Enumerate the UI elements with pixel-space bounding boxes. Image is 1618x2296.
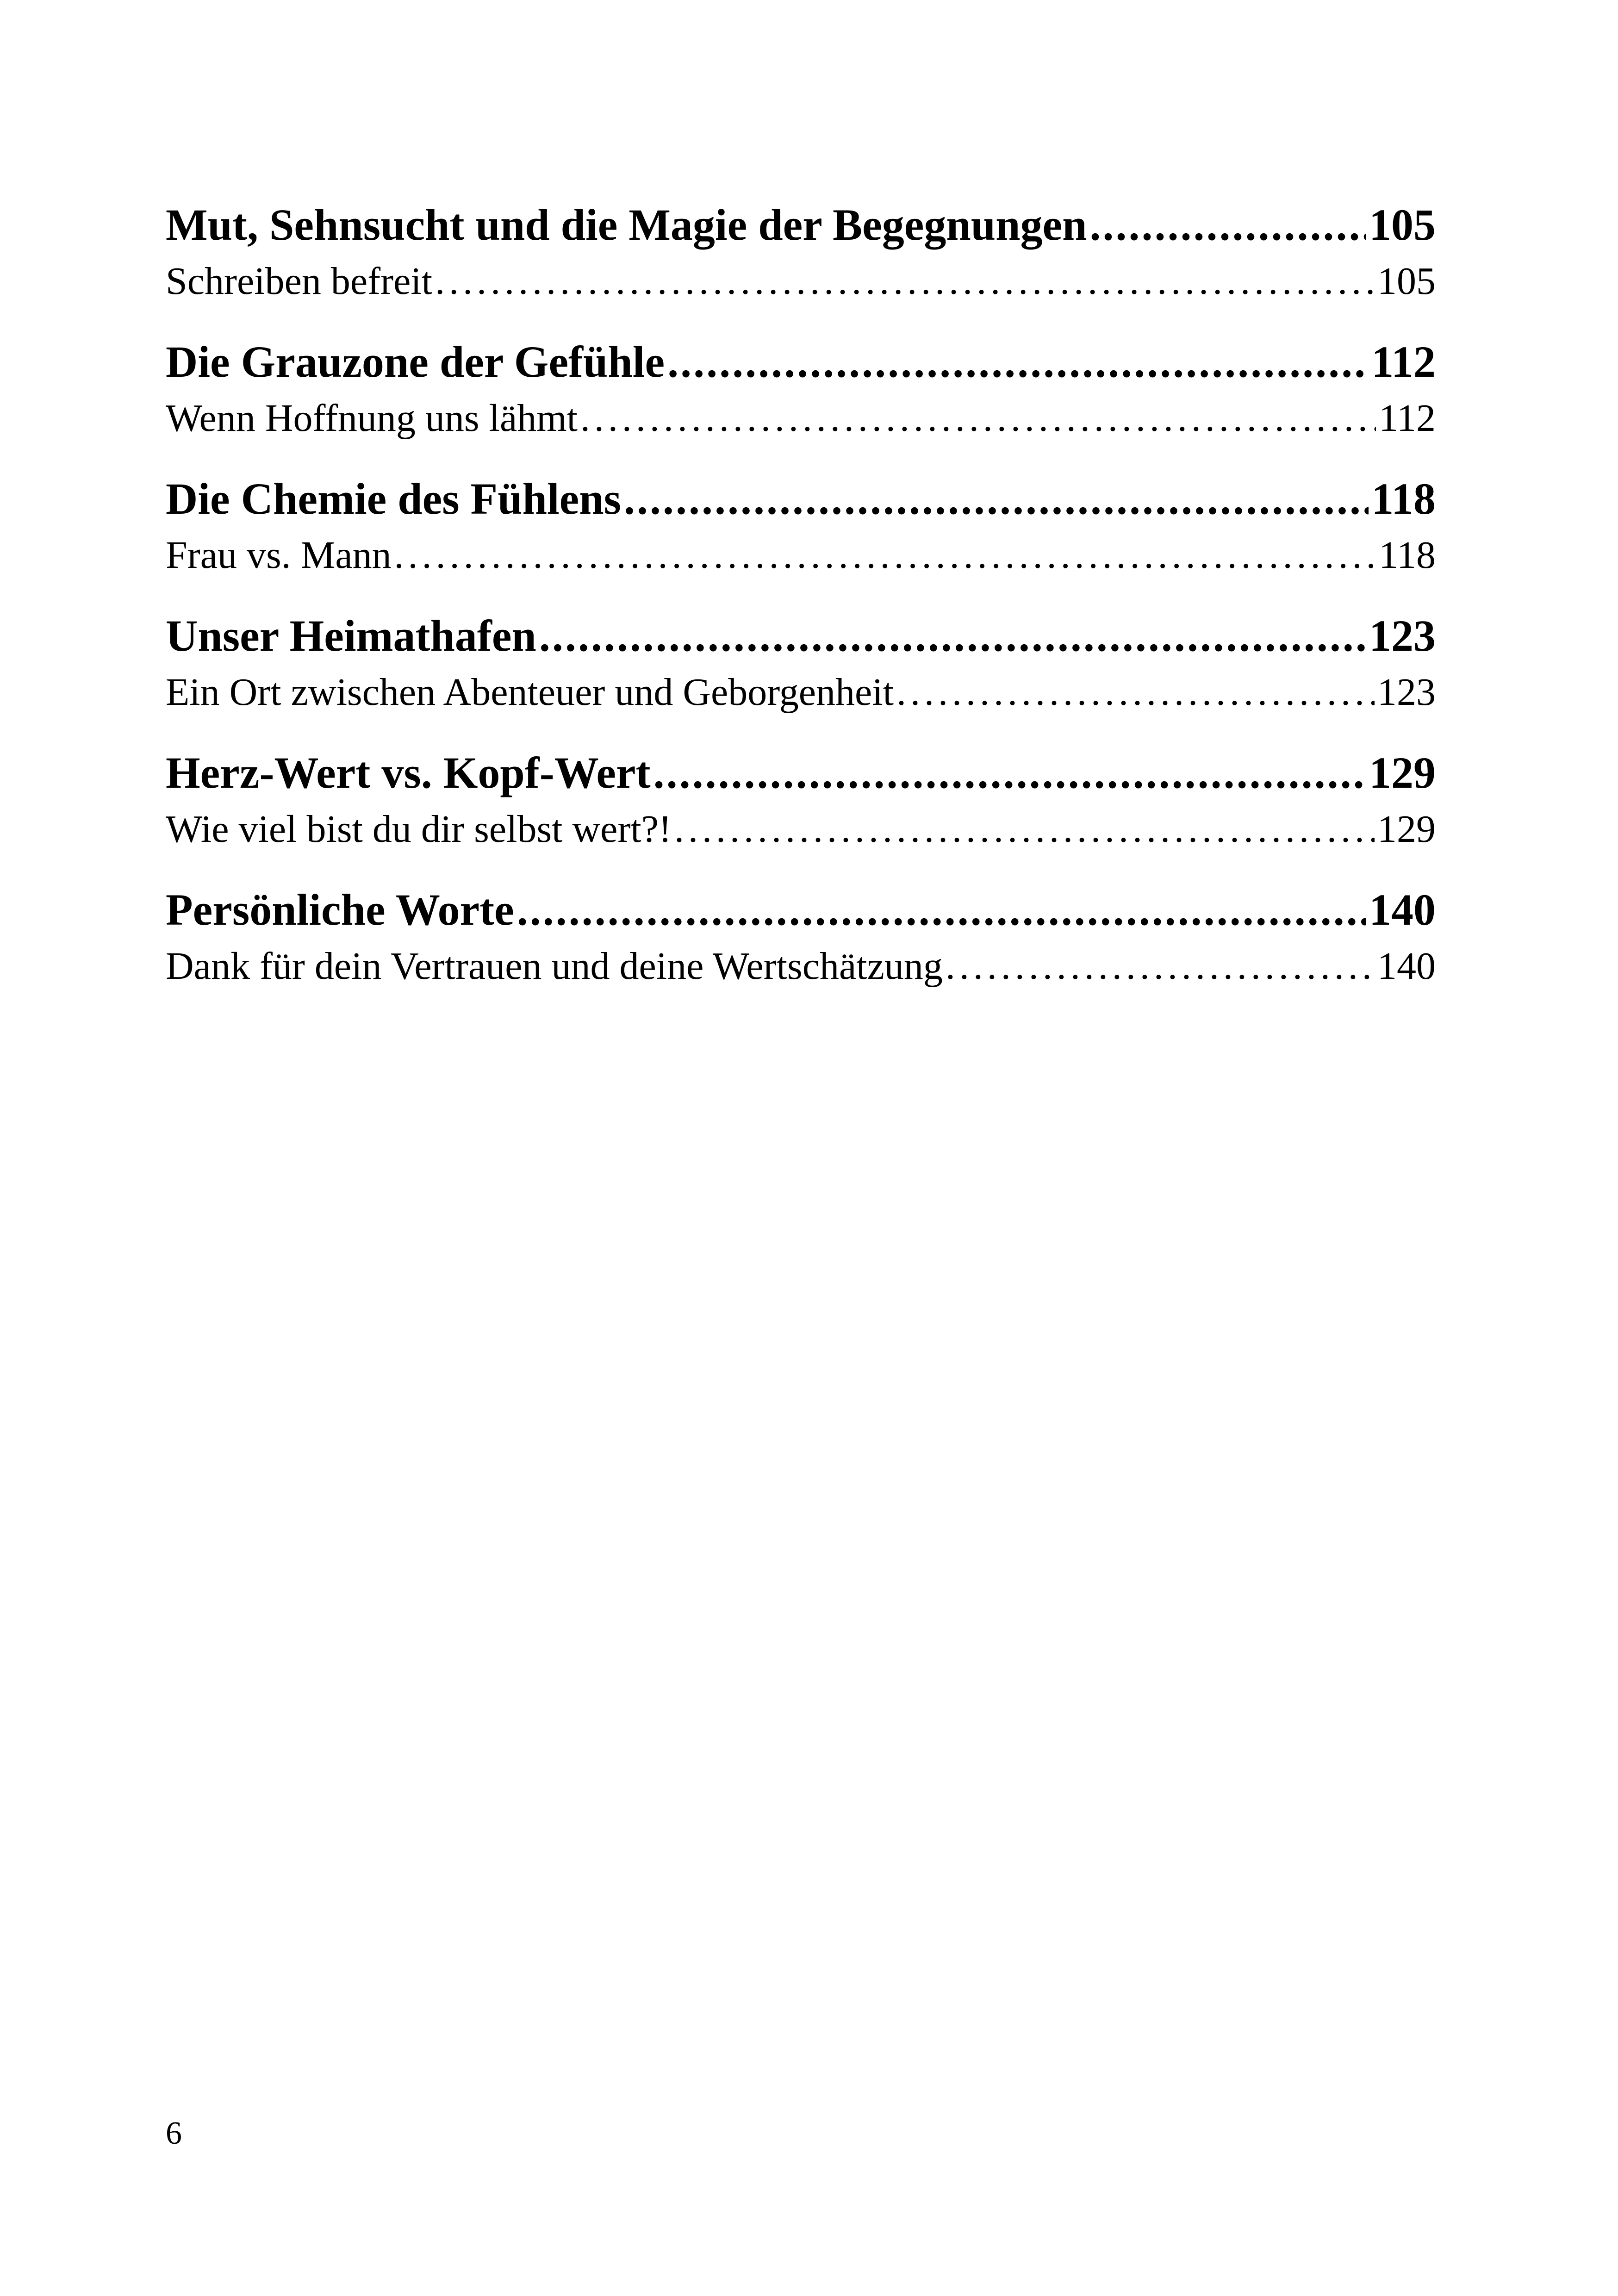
toc-chapter-title: Persönliche Worte: [166, 885, 514, 934]
toc-section-page: 123: [1377, 671, 1436, 714]
toc-section-title: Wie viel bist du dir selbst wert?!: [166, 808, 672, 851]
toc-chapter-title: Herz-Wert vs. Kopf-Wert: [166, 748, 651, 797]
toc-section-entry[interactable]: [166, 392, 1436, 444]
toc-dot-leader: [1090, 194, 1367, 255]
toc-chapter-page: 112: [1371, 337, 1436, 386]
toc-dot-leader: [435, 255, 1375, 307]
toc-dot-leader: [539, 605, 1366, 666]
toc-dot-leader: [653, 742, 1366, 803]
toc-chapter-entry[interactable]: [166, 742, 1436, 803]
toc-dot-leader: [624, 468, 1369, 529]
toc-chapter-entry[interactable]: [166, 879, 1436, 940]
toc-chapter: [166, 331, 1436, 444]
toc-chapter: [166, 605, 1436, 718]
toc-section-title: Ein Ort zwischen Abenteuer und Geborgenheit: [166, 671, 894, 714]
toc-section-page: 129: [1377, 808, 1436, 851]
toc-chapter-page: 123: [1369, 611, 1436, 660]
toc-chapter-title: Die Chemie des Fühlens: [166, 474, 621, 523]
toc-chapter-page: 140: [1369, 885, 1436, 934]
toc-chapter: [166, 879, 1436, 992]
toc-dot-leader: [896, 666, 1375, 718]
toc-chapter-title: Die Grauzone der Gefühle: [166, 337, 665, 386]
toc-dot-leader: [946, 940, 1375, 992]
toc-section-page: 118: [1379, 534, 1436, 577]
toc-section-page: 112: [1379, 397, 1436, 440]
toc-section-entry[interactable]: [166, 666, 1436, 718]
toc-chapter: [166, 468, 1436, 581]
toc-section-entry[interactable]: [166, 529, 1436, 581]
toc-chapter-page: 129: [1369, 748, 1436, 797]
toc-chapter-entry[interactable]: [166, 331, 1436, 392]
toc-chapter: [166, 742, 1436, 855]
table-of-contents: [166, 194, 1436, 1016]
toc-dot-leader: [580, 392, 1376, 444]
toc-chapter-page: 118: [1371, 474, 1436, 523]
toc-chapter-entry[interactable]: [166, 194, 1436, 255]
toc-dot-leader: [667, 331, 1369, 392]
toc-section-title: Wenn Hoffnung uns lähmt: [166, 397, 578, 440]
toc-chapter-title: Mut, Sehnsucht und die Magie der Begegnungen: [166, 200, 1087, 249]
toc-chapter-entry[interactable]: [166, 605, 1436, 666]
toc-section-title: Frau vs. Mann: [166, 534, 392, 577]
page-number: 6: [166, 2116, 182, 2151]
toc-section-page: 105: [1377, 260, 1436, 303]
toc-chapter: [166, 194, 1436, 307]
toc-chapter-entry[interactable]: [166, 468, 1436, 529]
toc-dot-leader: [674, 803, 1375, 855]
toc-dot-leader: [517, 879, 1366, 940]
toc-section-entry[interactable]: [166, 940, 1436, 992]
toc-chapter-title: Unser Heimathafen: [166, 611, 536, 660]
toc-dot-leader: [394, 529, 1376, 581]
toc-section-entry[interactable]: [166, 803, 1436, 855]
toc-section-page: 140: [1377, 945, 1436, 988]
toc-section-title: Dank für dein Vertrauen und deine Wertschätzung: [166, 945, 943, 988]
toc-chapter-page: 105: [1369, 200, 1436, 249]
toc-section-entry[interactable]: [166, 255, 1436, 307]
toc-section-title: Schreiben befreit: [166, 260, 433, 303]
